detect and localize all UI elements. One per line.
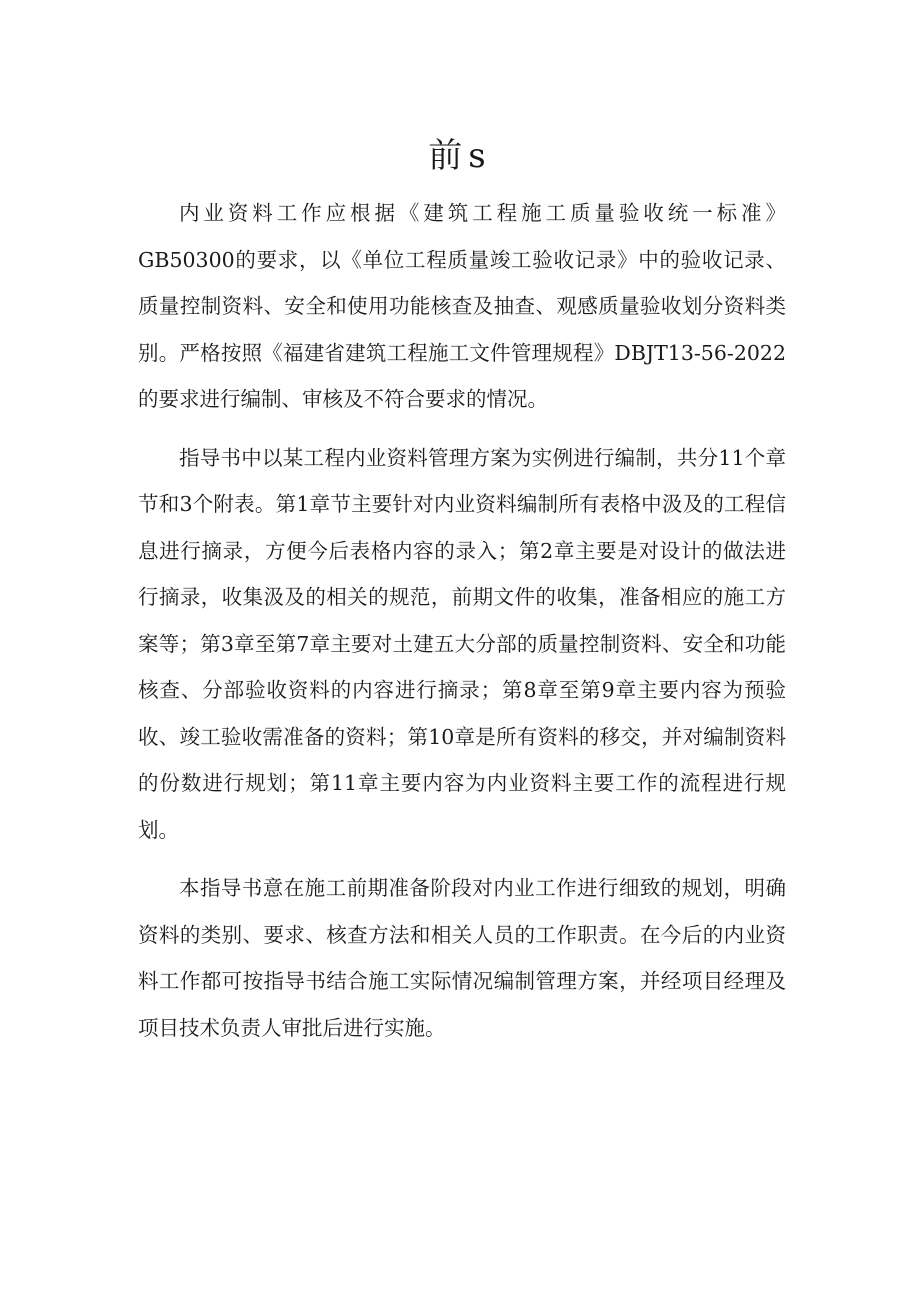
document-body [138,190,786,1063]
paragraph-3: 本指导书意在施工前期准备阶段对内业工作进行细致的规划，明确资料的类别、要求、核查方法和相关人员的工作职责。在今后的内业资料工作都可按指导书结合施工实际情况编制管理方案，并经项目经理及项目技术负责人审批后进行实施。 [138,876,786,1040]
paragraph-1: 内业资料工作应根据《建筑工程施工质量验收统一标准》GB50300的要求，以《单位工程质量竣工验收记录》中的验收记录、质量控制资料、安全和使用功能核查及抽查、观感质量验收划分资料类别。严格按照《福建省建筑工程施工文件管理规程》DBJT13-56-2022的要求进行编制、审核及不符合要求的情况。 [138,201,786,411]
paragraph-2: 指导书中以某工程内业资料管理方案为实例进行编制，共分11个章节和3个附表。第1章节主要针对内业资料编制所有表格中汲及的工程信息进行摘录，方便今后表格内容的录入；第2章主要是对设计的做法进行摘录，收集汲及的相关的规范，前期文件的收集，准备相应的施工方案等；第3章至第7章主要对土建五大分部的质量控制资料、安全和功能核查、分部验收资料的内容进行摘录；第8章至第9章主要内容为预验收、竣工验收需准备的资料；第10章是所有资料的移交，并对编制资料的份数进行规划；第11章主要内容为内业资料主要工作的流程进行规划。 [138,445,786,842]
page-title: 前s [428,136,492,176]
